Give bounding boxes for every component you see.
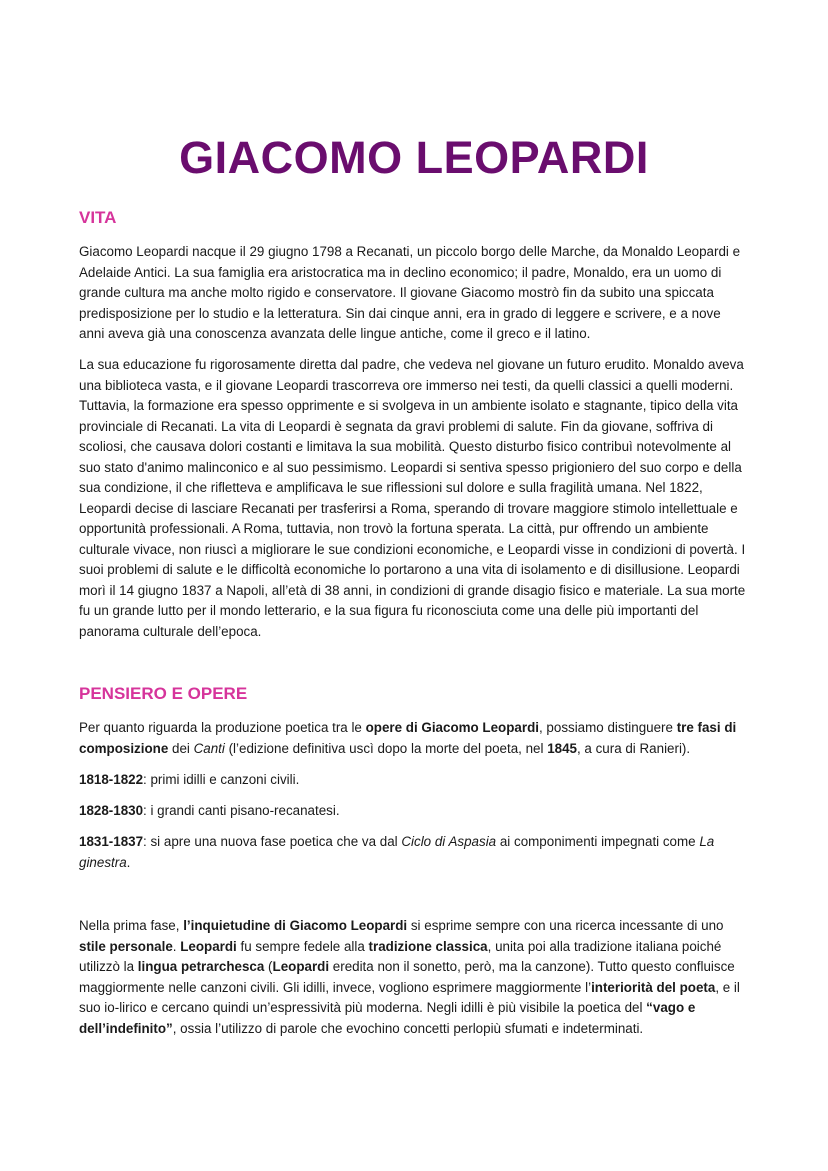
fase-3-line	[79, 832, 749, 873]
fase-2-years: 1828-1830	[79, 803, 144, 818]
intro-text: Per quanto riguarda la produzione poetica tra le	[79, 720, 366, 735]
intro-bold-opere: opere di Giacomo Leopardi	[365, 720, 539, 735]
prima-fase-bold: interiorità del poeta	[591, 979, 716, 995]
intro-text: (l’edizione definitiva uscì dopo la morte del poeta, nel	[224, 740, 548, 756]
fase-1-years: 1818-1822	[79, 772, 144, 787]
prima-fase-bold: lingua petrarchesca	[137, 959, 265, 974]
fase-3-years: 1831-1837	[79, 834, 144, 849]
intro-bold-tre-fasi: tre fasi di composizione	[79, 720, 737, 756]
intro-bold-year: 1845	[547, 740, 577, 756]
section-heading-pensiero-e-opere: PENSIERO E OPERE	[79, 684, 248, 703]
fase-3-text: ai componimenti impegnati come	[496, 834, 700, 849]
fase-3-text: .	[126, 854, 131, 870]
prima-fase-paragraph	[79, 916, 749, 1039]
fase-3-italic-aspasia: Ciclo di Aspasia	[401, 834, 497, 849]
prima-fase-bold: l’inquietudine di Giacomo Leopardi	[183, 918, 408, 933]
vita-paragraph-2: La sua educazione fu rigorosamente diretta dal padre, che vedeva nel giovane un futuro erudito. Monaldo aveva una biblioteca vasta, e il giovane Leopardi trascorreva ore immerso nei testi, da quelli classici a quelli moderni. Tuttavia, la formazione era spesso opprimente e si svolgeva in un ambiente isolato e stagnante, tipico della vita provinciale di Recanati. La vita di Leopardi è segnata da gravi problemi di salute. Fin da giovane, soffriva di scoliosi, che causava dolori costanti e limitava la sua mobilità. Questo disturbo fisico contribuì notevolmente al suo stato d'animo malinconico e al suo pessimismo. Leopardi si sentiva spesso prigioniero del suo corpo e della sua condizione, il che rifletteva e amplificava le sue riflessioni sul dolore e sulla fragilità umana. Nel 1822, Leopardi decise di lasciare Recanati per trasferirsi a Roma, sperando di trovare maggiore stimolo intellettuale e opportunità professionali. A Roma, tuttavia, non trovò la fortuna sperata. La città, pur offrendo un ambiente culturale vivace, non riuscì a migliorare le sue condizioni economiche, e Leopardi visse in condizioni di povertà. I suoi problemi di salute e le difficoltà economiche lo portarono a una vita di isolamento e di disillusione. Leopardi morì il 14 giugno 1837 a Napoli, all’età di 38 anni, in condizioni di grande disagio fisico e materiale. La sua morte fu un grande lutto per il mondo letterario, e la sua figura fu riconosciuta come una delle più importanti del panorama culturale dell’epoca.	[79, 357, 746, 639]
prima-fase-text: Nella prima fase,	[79, 918, 184, 933]
prima-fase-bold: Leopardi	[180, 938, 237, 954]
prima-fase-text: eredita non il sonetto, però, ma la canzone). Tutto questo confluisce maggiormente nelle canzoni civili. Gli idilli, invece, vogliono esprimere maggiormente l’	[79, 959, 735, 995]
section-heading-vita: VITA	[79, 208, 117, 227]
prima-fase-bold: tradizione classica	[368, 938, 488, 954]
prima-fase-bold: “vago e dell’indefinito”	[79, 1000, 696, 1036]
prima-fase-text: fu sempre fedele alla	[236, 938, 369, 954]
intro-italic-canti: Canti	[193, 740, 225, 756]
prima-fase-bold: stile personale	[79, 938, 173, 954]
prima-fase-text: si esprime sempre con una ricerca incessante di uno	[407, 918, 724, 933]
fase-3-text: : si apre una nuova fase poetica che va dal	[143, 834, 402, 849]
pensiero-intro-paragraph	[79, 718, 749, 759]
intro-text: dei	[168, 740, 194, 756]
vita-paragraph-1: Giacomo Leopardi nacque il 29 giugno 1798 a Recanati, un piccolo borgo delle Marche, da Monaldo Leopardi e Adelaide Antici. La sua famiglia era aristocratica ma in declino economico; il padre, Monaldo, era un uomo di grande cultura ma anche molto rigido e conservatore. Il giovane Giacomo mostrò fin da subito una spiccata predisposizione per lo studio e la letteratura. Sin dai cinque anni, era in grado di leggere e scrivere, e a nove anni aveva già una conoscenza avanzata delle lingue antiche, come il greco e il latino.	[79, 244, 741, 341]
intro-text: , possiamo distinguere	[538, 720, 677, 735]
fase-2-text: : i grandi canti pisano-recanatesi.	[143, 803, 340, 818]
page-title: GIACOMO LEOPARDI	[179, 132, 649, 183]
prima-fase-text: , e il suo io-lirico e cercano quindi un’espressività più moderna. Negli idilli è più visibile la poetica del	[79, 979, 740, 1015]
fase-3-italic-ginestra: La ginestra	[79, 834, 715, 870]
fase-1-line	[79, 770, 749, 791]
prima-fase-text: .	[172, 938, 181, 954]
prima-fase-text: (	[264, 959, 273, 974]
fase-1-text: : primi idilli e canzoni civili.	[143, 772, 300, 787]
prima-fase-text: , ossia l’utilizzo di parole che evochino concetti perlopiù sfumati e indeterminati.	[172, 1020, 644, 1036]
intro-text: , a cura di Ranieri).	[576, 740, 691, 756]
prima-fase-bold: Leopardi	[272, 959, 330, 974]
prima-fase-text: , unita poi alla tradizione italiana poiché utilizzò la	[79, 938, 722, 974]
fase-2-line	[79, 801, 749, 822]
